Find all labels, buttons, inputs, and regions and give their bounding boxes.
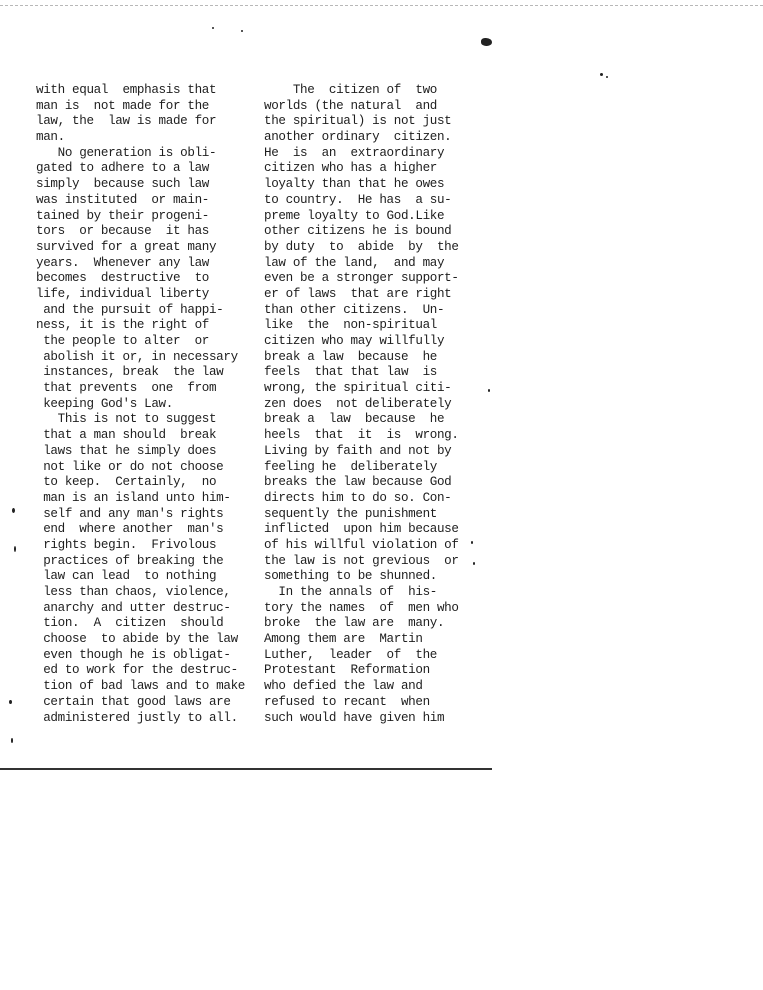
- text-line: that prevents one from: [36, 381, 217, 396]
- text-line: the spiritual) is not just: [264, 114, 452, 129]
- text-line: tion. A citizen should: [36, 616, 224, 631]
- text-line: tion of bad laws and to make: [36, 679, 246, 694]
- text-line: such would have given him: [264, 710, 445, 725]
- text-line: citizen who may willfully: [264, 334, 445, 348]
- text-line: anarchy and utter destruc-: [36, 600, 231, 615]
- text-line: refused to recant when: [264, 694, 430, 709]
- speck: [473, 562, 475, 565]
- text-line: tained by their progeni-: [36, 208, 209, 223]
- text-line: than other citizens. Un-: [264, 302, 445, 317]
- text-line: practices of breaking the: [36, 553, 224, 568]
- text-line: survived for a great many: [36, 239, 217, 254]
- text-line: even though he is obligat-: [36, 647, 231, 662]
- text-line: self and any man's rights: [36, 506, 224, 521]
- text-line: citizen who has a higher: [264, 161, 437, 176]
- text-line: The citizen of two: [264, 83, 437, 97]
- article-column-left: [36, 83, 251, 726]
- text-line: years. Whenever any law: [36, 255, 209, 270]
- text-line: man.: [36, 130, 65, 145]
- text-line: law can lead to nothing: [36, 569, 217, 584]
- text-line: preme loyalty to God.Like: [264, 208, 445, 223]
- speck: [606, 76, 608, 78]
- text-line: feels that that law is: [264, 365, 437, 380]
- speck: [14, 546, 16, 552]
- article-column-right: [264, 83, 484, 726]
- speck: [11, 738, 13, 743]
- text-line: of his willful violation of: [264, 537, 459, 552]
- text-line: the law is not grevious or: [264, 553, 459, 568]
- text-line: something to be shunned.: [264, 569, 437, 584]
- text-line: gated to adhere to a law: [36, 161, 209, 176]
- ink-blot: [481, 38, 492, 46]
- text-line: er of laws that are right: [264, 286, 452, 301]
- speck: [9, 700, 12, 704]
- text-line: Protestant Reformation: [264, 663, 430, 678]
- text-line: zen does not deliberately: [264, 396, 452, 411]
- text-line: not like or do not choose: [36, 459, 224, 474]
- text-line: feeling he deliberately: [264, 459, 437, 474]
- text-line: even be a stronger support-: [264, 271, 459, 286]
- text-line: Luther, leader of the: [264, 647, 437, 662]
- text-line: Living by faith and not by: [264, 443, 452, 458]
- text-line: tory the names of men who: [264, 600, 459, 615]
- bottom-rule: [0, 768, 492, 770]
- text-line: breaks the law because God: [264, 475, 452, 490]
- text-line: life, individual liberty: [36, 286, 209, 301]
- text-line: tors or because it has: [36, 224, 209, 239]
- text-line: inflicted upon him because: [264, 522, 459, 537]
- text-line: like the non-spiritual: [264, 318, 437, 333]
- text-line: the people to alter or: [36, 334, 209, 348]
- speck: [600, 73, 603, 76]
- text-line: Among them are Martin: [264, 632, 423, 647]
- text-line: becomes destructive to: [36, 271, 209, 286]
- text-line: worlds (the natural and: [264, 98, 437, 113]
- text-line: broke the law are many.: [264, 616, 445, 631]
- text-line: certain that good laws are: [36, 694, 231, 709]
- text-line: less than chaos, violence,: [36, 585, 231, 599]
- speck: [471, 541, 473, 544]
- text-line: with equal emphasis that: [36, 83, 217, 97]
- text-line: laws that he simply does: [36, 443, 217, 458]
- text-line: by duty to abide by the: [264, 239, 459, 254]
- speck: [241, 30, 243, 32]
- text-line: wrong, the spiritual citi-: [264, 381, 452, 396]
- text-line: choose to abide by the law: [36, 632, 238, 647]
- text-line: In the annals of his-: [264, 585, 437, 599]
- text-line: simply because such law: [36, 177, 209, 192]
- text-line: No generation is obli-: [36, 145, 217, 160]
- text-line: directs him to do so. Con-: [264, 490, 452, 505]
- text-line: ness, it is the right of: [36, 318, 209, 333]
- top-rule: [0, 5, 763, 6]
- text-line: who defied the law and: [264, 679, 423, 694]
- text-line: law of the land, and may: [264, 255, 445, 270]
- speck: [212, 27, 214, 29]
- text-line: rights begin. Frivolous: [36, 537, 217, 552]
- text-line: man is an island unto him-: [36, 490, 231, 505]
- text-line: law, the law is made for: [36, 114, 217, 129]
- text-line: break a law because he: [264, 349, 437, 364]
- speck: [488, 389, 490, 392]
- speck: [12, 508, 15, 513]
- text-line: instances, break the law: [36, 365, 224, 380]
- text-line: sequently the punishment: [264, 506, 437, 521]
- text-line: to country. He has a su-: [264, 192, 452, 207]
- text-line: This is not to suggest: [36, 412, 217, 427]
- text-line: loyalty than that he owes: [264, 177, 445, 192]
- text-line: another ordinary citizen.: [264, 130, 452, 145]
- text-line: break a law because he: [264, 412, 445, 427]
- text-line: keeping God's Law.: [36, 396, 173, 411]
- text-line: abolish it or, in necessary: [36, 349, 238, 364]
- text-line: heels that it is wrong.: [264, 428, 459, 443]
- text-line: man is not made for the: [36, 98, 209, 113]
- text-line: He is an extraordinary: [264, 145, 445, 160]
- text-line: and the pursuit of happi-: [36, 302, 224, 317]
- text-line: administered justly to all.: [36, 710, 238, 725]
- text-line: that a man should break: [36, 428, 217, 443]
- text-line: end where another man's: [36, 522, 224, 537]
- text-line: was instituted or main-: [36, 192, 209, 207]
- text-line: to keep. Certainly, no: [36, 475, 217, 490]
- text-line: ed to work for the destruc-: [36, 663, 238, 678]
- text-line: other citizens he is bound: [264, 224, 452, 239]
